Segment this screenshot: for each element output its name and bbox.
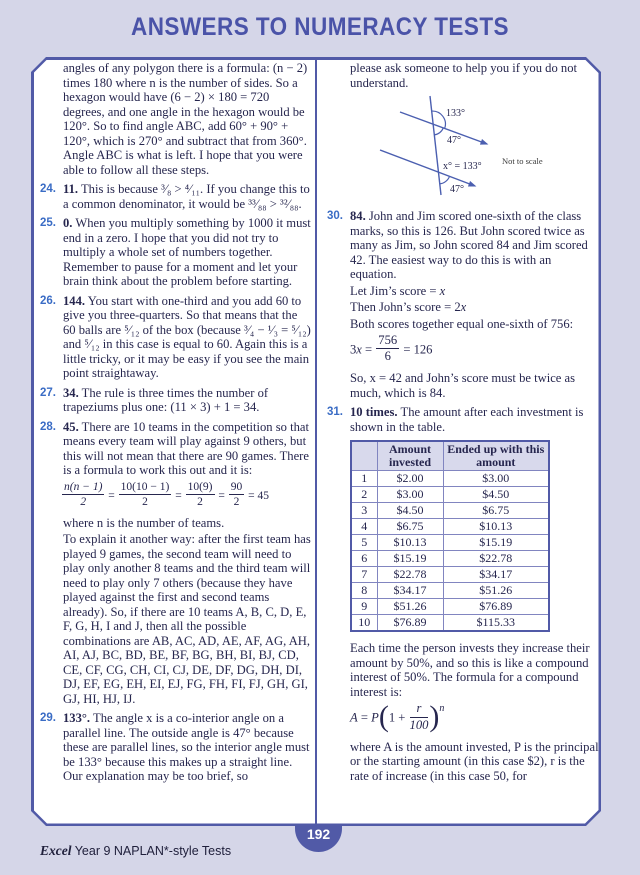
answer-text: The rule is three times the number of trapeziums plus one: (11 × 3) + 1 = 34. — [63, 385, 269, 414]
question-number: 31. — [327, 406, 343, 419]
table-header-cell — [351, 441, 377, 471]
eq-token: Let Jim’s score = — [350, 283, 440, 298]
angle-arc-47-bottom — [440, 176, 450, 184]
page-number-badge — [295, 824, 342, 852]
equation-let-jim — [350, 284, 599, 299]
table-row — [351, 471, 549, 487]
table-cell: $76.89 — [443, 599, 549, 615]
eq-token: = — [105, 489, 118, 502]
page-title: ANSWERS TO NUMERACY TESTS — [131, 13, 509, 41]
eq-token: 3 — [350, 342, 357, 357]
table-cell: $4.50 — [443, 487, 549, 503]
eq-token: x — [460, 300, 467, 314]
parallel-lines-diagram — [327, 90, 599, 204]
eq-token: $\frac{756}{6}$ — [378, 333, 398, 364]
table-cell: $3.00 — [443, 471, 549, 487]
table-cell: $51.26 — [377, 599, 443, 615]
answer-value: 11. — [63, 182, 79, 196]
table-header-cell: Amount invested — [377, 441, 443, 471]
answer-item-26 — [40, 294, 312, 381]
question-number: 29. — [40, 712, 56, 725]
table-cell: 3 — [351, 503, 377, 519]
eq-token: x — [439, 283, 446, 298]
footer-title: Year 9 NAPLAN*-style Tests — [71, 844, 232, 858]
table-cell: $115.33 — [443, 615, 549, 632]
answer-text: Both scores together equal one-sixth of 756: — [350, 316, 574, 331]
table-cell: 9 — [351, 599, 377, 615]
eq-token: Then John’s score = 2 — [350, 300, 461, 314]
question-number: 30. — [327, 210, 343, 222]
right-column — [327, 61, 599, 783]
answer-text: So, x = 42 and John’s score must be twice as much, which is 84. — [350, 371, 576, 400]
eq-token: $\frac{10(9)}{2}$ — [187, 480, 213, 508]
diagram-svg — [327, 90, 599, 204]
table-cell: 10 — [351, 615, 377, 632]
answer-text: John and Jim scored one-sixth of the class marks, so this is 126. But John scored twice as many as Jim, so John scored 84 and Jim scored 42. The easiest way to do this is with an equation. — [350, 209, 588, 281]
equation-then-john — [350, 300, 599, 315]
answer-text: When you multiply something by 1000 it must end in a zero. I hope that you did not try to multiply a whole set of numbers together. Remember to pause for a moment and let your brain think about the problem before starting. — [63, 216, 311, 288]
eq-token: 1 + — [388, 711, 409, 726]
table-cell: 1 — [351, 471, 377, 487]
table-cell: 6 — [351, 551, 377, 567]
table-row — [351, 503, 549, 519]
column-divider — [315, 57, 317, 826]
eq-token: = — [172, 489, 185, 502]
answer-value: 133°. — [63, 711, 91, 726]
eq-token: $\frac{n(n - 1)}{2}$ — [64, 480, 103, 508]
table-cell: $2.00 — [377, 471, 443, 487]
eq-token: x — [356, 342, 362, 357]
eq-token: = — [215, 489, 228, 502]
footer — [40, 843, 231, 859]
formula-q31: A = P(1 + $\frac{r}{100}$ )$^n$ — [350, 700, 445, 734]
table-cell: $4.50 — [377, 503, 443, 519]
answer-item-24 — [40, 182, 312, 211]
answer-value: 10 times. — [350, 405, 398, 420]
table-cell: $22.78 — [443, 551, 549, 567]
answer-item-25 — [40, 216, 312, 289]
formula-q28 — [61, 480, 312, 510]
eq-token: = 126 — [400, 342, 433, 357]
eq-token: $\frac{10(10 - 1)}{2}$ — [120, 480, 170, 508]
table-cell: $10.13 — [377, 535, 443, 551]
table-header-row — [351, 441, 549, 471]
table-row — [351, 519, 549, 535]
table-cell: $51.26 — [443, 583, 549, 599]
question-number: 28. — [40, 420, 56, 433]
answer-text: where A is the amount invested, P is the principal or the starting amount (in this case $2), r is the rate of increase (in this case 50, for — [350, 739, 599, 783]
table-cell: $6.75 — [377, 519, 443, 535]
table-cell: $22.78 — [377, 567, 443, 583]
table-cell: 4 — [351, 519, 377, 535]
question-number: 24. — [40, 183, 56, 195]
left-column — [40, 61, 312, 784]
table-row — [351, 487, 549, 503]
angle-label-47-top: 47° — [447, 135, 461, 146]
answer-value: 144. — [63, 293, 86, 308]
answer-item-30 — [327, 209, 599, 400]
answer-text: The amount after each investment is shown in the table. — [350, 405, 584, 434]
investment-table — [350, 440, 550, 632]
answer-text: Each time the person invests they increase their amount by 50%, and so this is like a compound interest of 50%. The formula for a compound interest is: — [350, 641, 590, 699]
eq-token: = 45 — [245, 489, 269, 502]
answer-text: where n is the number of teams. — [63, 515, 225, 530]
answer-item-27 — [40, 386, 312, 415]
answer-value: 0. — [63, 216, 73, 230]
table-cell: $6.75 — [443, 503, 549, 519]
angle-label-133: 133° — [446, 108, 465, 119]
table-row — [351, 535, 549, 551]
answer-value: 34. — [63, 385, 79, 400]
table-cell: $34.17 — [443, 567, 549, 583]
table-row — [351, 567, 549, 583]
eq-token: A — [350, 711, 358, 726]
angle-label-x: x° = 133° — [443, 161, 482, 172]
eq-token: $\frac{r}{100}$ — [409, 701, 429, 732]
answer-text: There are 10 teams in the competition so that means every team will play against 9 others, but this will not mean that there are 90 games. There is a formula to work this out and it is: — [63, 419, 309, 477]
formula-q30 — [350, 333, 599, 365]
table-cell: $10.13 — [443, 519, 549, 535]
table-cell: $15.19 — [377, 551, 443, 567]
table-cell: $76.89 — [377, 615, 443, 632]
table-cell: $3.00 — [377, 487, 443, 503]
answer-value: 84. — [350, 209, 366, 223]
intro-paragraph: angles of any polygon there is a formula: (n − 2) times 180 where n is the number of sides. So a hexagon would have (6 − 2) × 180 = 720 degrees, and one angle in the hexagon would be 120°. So to find angle ABC, add 60° + 90° + 120°, which is 270° and subtract that from 360°. Angle ABC is what is left. I hope that you were able to follow all these steps. — [63, 61, 308, 177]
table-cell: $34.17 — [377, 583, 443, 599]
continuation-paragraph: please ask someone to help you if you do not understand. — [350, 61, 577, 90]
table-cell: $15.19 — [443, 535, 549, 551]
eq-token: = — [357, 711, 372, 726]
eq-token: $\frac{90}{2}$ — [230, 480, 243, 508]
table-row — [351, 599, 549, 615]
eq-token: n — [439, 703, 445, 715]
footer-brand: Excel — [40, 843, 72, 858]
table-cell: 8 — [351, 583, 377, 599]
answer-text: This is because ³⁄₈ > ⁴⁄₁₁. If you change this to a common denominator, it would be ³³⁄₈₈ > ³²⁄₈₈. — [63, 182, 310, 211]
table-cell: 2 — [351, 487, 377, 503]
table-row — [351, 615, 549, 632]
answer-value: 45. — [63, 419, 79, 434]
angle-arc-47-top — [434, 128, 443, 135]
table-row — [351, 583, 549, 599]
table-row — [351, 551, 549, 567]
table-cell: 5 — [351, 535, 377, 551]
table-header-cell: Ended up with this amount — [443, 441, 549, 471]
question-number: 27. — [40, 386, 56, 399]
question-number: 25. — [40, 217, 56, 229]
question-number: 26. — [40, 294, 56, 307]
page-number: 192 — [306, 826, 331, 842]
not-to-scale-label: Not to scale — [502, 156, 543, 166]
answer-item-28 — [40, 420, 312, 707]
answer-item-31 — [327, 405, 599, 783]
eq-token: P — [371, 711, 379, 726]
answer-text: You start with one-third and you add 60 to give you three-quarters. So that means that the 60 balls are ⁵⁄₁₂ of the box (because ³⁄₄ − ¹⁄₃ = ⁵⁄₁₂) and ⁵⁄₁₂ in this case is equal to 60. Again this is a little tricky, or it may be easy if you see the main point straightaway. — [63, 293, 311, 380]
eq-token: = — [361, 342, 376, 357]
answer-text: The angle x is a co-interior angle on a parallel line. The outside angle is 47° because these are parallel lines, so the interior angle must be 133° because this makes up a straight line. Our explanation may be too brief, so — [63, 711, 310, 784]
angle-label-47-bottom: 47° — [450, 184, 464, 195]
table-cell: 7 — [351, 567, 377, 583]
answer-item-29 — [40, 711, 312, 784]
answer-text: To explain it another way: after the first team has played 9 games, the second team will need to play only another 8 teams and the third team will need to play only 7 others (because they have played against the first and second teams already). So, if there are 10 teams A, B, C, D, E, F, G, H, I and J, then all the possible combinations are AB, AC, AD, AE, AF, AG, AH, AI, AJ, BC, BD, BE, BF, BG, BH, BI, BJ, CD, CE, CF, CG, CH, CI, CJ, DE, DF, DG, DH, DI, DJ, EF, EG, EH, EI, EJ, FG, FH, FI, FJ, GH, GI, GJ, HI, HJ, IJ. — [63, 532, 311, 706]
